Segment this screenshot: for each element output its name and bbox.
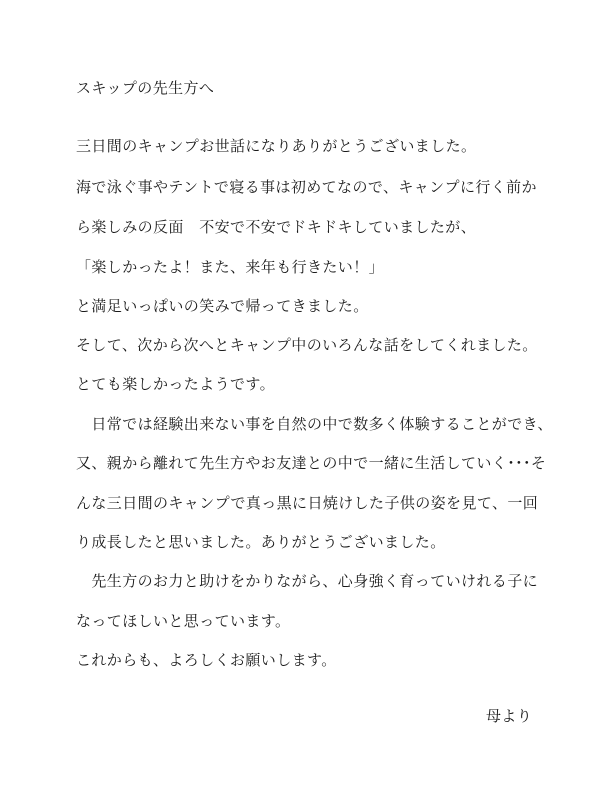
letter-line: 先生方のお力と助けをかりながら、心身強く育っていけれる子に bbox=[76, 572, 539, 590]
letter-salutation: スキップの先生方へ bbox=[76, 79, 215, 97]
letter-line: 海で泳ぐ事やテントで寝る事は初めてなので、キャンプに行く前か bbox=[76, 178, 537, 196]
letter-line: 三日間のキャンプお世話になりありがとうございました。 bbox=[76, 137, 477, 155]
letter-line: とても楽しかったようです。 bbox=[76, 375, 276, 393]
letter-line: ら楽しみの反面 不安で不安でドキドキしていましたが、 bbox=[76, 218, 477, 236]
letter-line: んな三日間のキャンプで真っ黒に日焼けした子供の姿を見て、一回 bbox=[76, 494, 539, 512]
letter-line: 「楽しかったよ！また、来年も行きたい！」 bbox=[76, 258, 385, 276]
letter-line: 日常では経験出来ない事を自然の中で数多く体験することができ、 bbox=[76, 415, 553, 433]
letter-line: なってほしいと思っています。 bbox=[76, 612, 291, 630]
letter-line: そして、次から次へとキャンプ中のいろんな話をしてくれました。 bbox=[76, 336, 538, 354]
letter-line: と満足いっぱいの笑みで帰ってきました。 bbox=[76, 297, 369, 315]
letter-line: り成長したと思いました。ありがとうございました。 bbox=[76, 533, 446, 551]
letter-signature: 母より bbox=[486, 707, 533, 725]
letter-line: 又、親から離れて先生方やお友達との中で一緒に生活していく･･･そ bbox=[76, 454, 547, 472]
letter-line: これからも、よろしくお願いします。 bbox=[76, 651, 337, 669]
